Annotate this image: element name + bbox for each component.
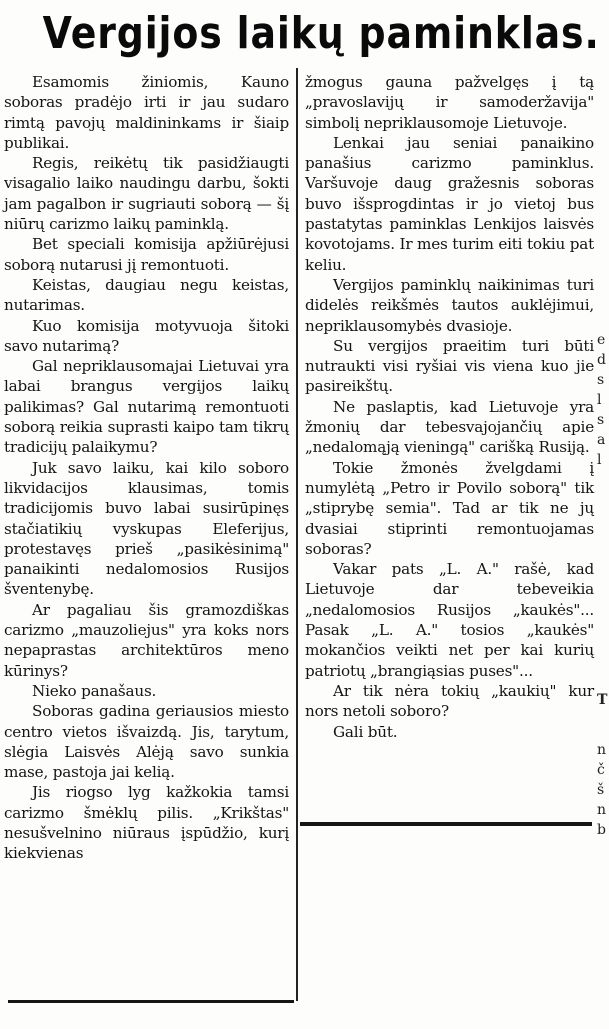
paragraph: Vergijos paminklų naikinimas turi didelės reikšmės tautos auklėjimui, nepriklausomybės dvasioje. — [305, 275, 594, 335]
column-divider — [296, 68, 298, 1001]
paragraph: Kuo komisija motyvuoja šitoki savo nutarimą? — [4, 316, 289, 355]
paragraph: Ne paslaptis, kad Lietuvoje yra žmonių dar tebesvajojančių apie „nedalomąją vieningą" carišką Rusiją. — [305, 397, 594, 457]
paragraph: Keistas, daugiau negu keistas, nutarimas. — [4, 275, 289, 315]
paragraph: Soboras gadina geriausios miesto centro vietos išvaizdą. Jis, tarytum, slėgia Laisvės Alėją savo sunkia mase, pastoja jai kelią. — [4, 702, 289, 782]
paragraph: Ar pagaliau šis gramozdiškas carizmo „mauzoliejus" yra koks nors nepaprastas architektūros meno kūrinys? — [4, 600, 289, 680]
paragraph: žmogus gauna pažvelgęs į tą „pravoslavijų ir samoderžavija" simbolį nepriklausomoje Lietuvoje. — [305, 73, 594, 132]
paragraph: Gali būt. — [333, 722, 398, 741]
paragraph: Vakar pats „L. A." rašė, kad Lietuvoje dar tebeveikia „nedalomosios Rusijos „kaukės"... Pasak „L. A." tosios „kaukės" mokančios veikti net per kai kurių patriotų „brangiąsias puses"... — [305, 560, 594, 680]
paragraph: Gal nepriklausomajai Lietuvai yra labai brangus vergijos laikų palikimas? Gal nutarimą remontuoti soborą reikia suprasti kaipo tam tikrų tradicijų palaikymu? — [4, 357, 289, 457]
right-column — [305, 72, 594, 742]
left-column — [4, 72, 289, 864]
paragraph: Juk savo laiku, kai kilo soboro likvidacijos klausimas, tomis tradicijomis buvo labai susirūpinęs stačiatikių vyskupas Eleferijus, protestavęs prieš „pasikėsinimą" panaikinti nedalomosios Rusijos šventenybę. — [4, 458, 289, 599]
neighbor-column-fragment: n č š n b — [597, 742, 607, 838]
article-end-rule — [300, 822, 592, 826]
paragraph: Bet speciali komisija apžiūrėjusi soborą nutarusi jį remontuoti. — [4, 235, 289, 274]
paragraph: Su vergijos praeitim turi būti nutraukti visi ryšiai vis viena kuo jie pasireikštų. — [305, 336, 594, 396]
column-bottom-rule — [8, 1000, 294, 1003]
paragraph: Ar tik nėra tokių „kaukių" kur nors netoli soboro? — [305, 681, 594, 721]
paragraph: Lenkai jau seniai panaikino panašius carizmo paminklus. Varšuvoje daug gražesnis soboras buvo išsprogdintas ir jo vietoj bus pastatytas paminklas Lenkijos laisvės kovotojams. Ir mes turim eiti tokiu pat keliu. — [305, 133, 594, 274]
paragraph: Regis, reikėtų tik pasidžiaugti visagalio laiko naudingu darbu, šokti jam pagalbon ir sugriauti soborą — šį niūrų carizmo laikų paminklą. — [4, 154, 289, 234]
paragraph: Nieko panašaus. — [32, 681, 157, 700]
neighbor-column-fragment: T — [597, 692, 608, 708]
paragraph: Jis riogso lyg kažkokia tamsi carizmo šmėklų pilis. „Krikštas" nesušvelnino niūraus įspūdžio, kurį kiekvienas — [4, 783, 289, 863]
paragraph: Esamomis žiniomis, Kauno soboras pradėjo irti ir jau sudaro rimtą pavojų maldininkams ir šiaip publikai. — [4, 73, 289, 152]
article-headline: Vergijos laikų paminklas. — [42, 8, 600, 59]
paragraph: Tokie žmonės žvelgdami į numylėtą „Petro ir Povilo soborą" tik „stiprybę semia". Tad ar tik ne jų dvasiai stiprinti remontuojamas soboras? — [305, 458, 594, 558]
neighbor-column-fragment: e d s l s a l — [597, 332, 606, 468]
